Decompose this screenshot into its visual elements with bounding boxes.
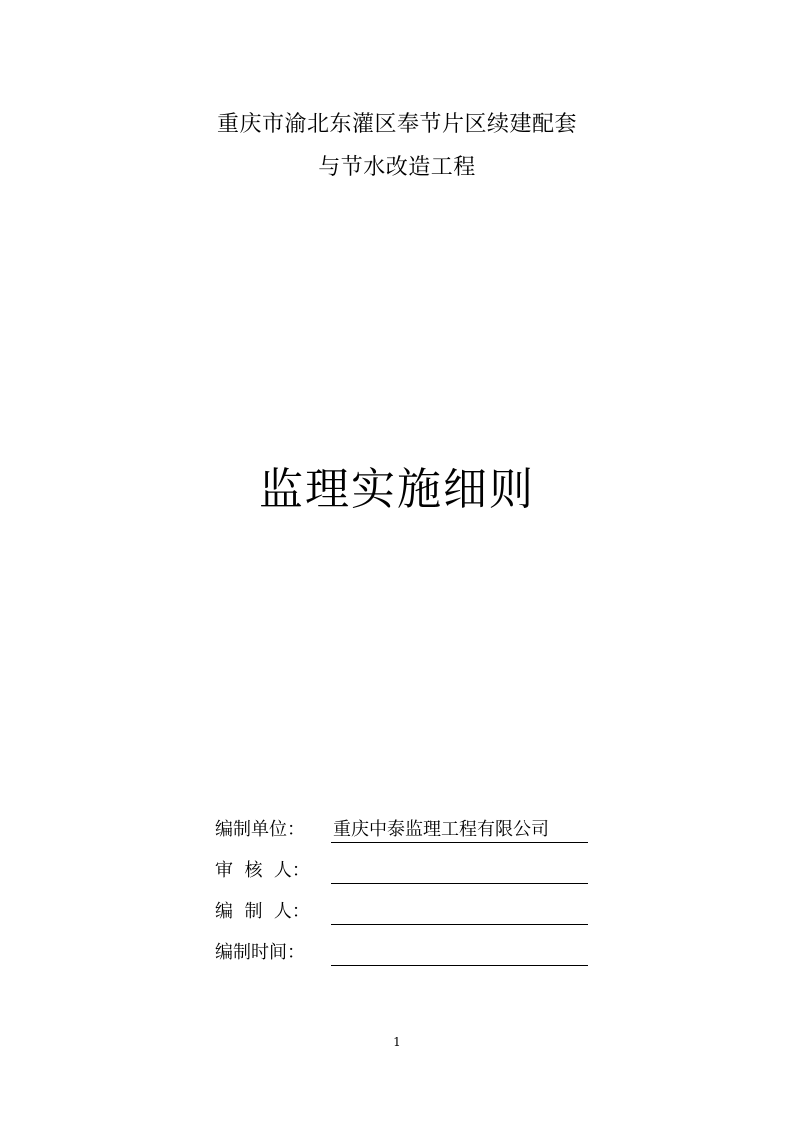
author-field xyxy=(331,898,588,925)
unit-field: 重庆中泰监理工程有限公司 xyxy=(331,816,588,843)
signoff-row-date xyxy=(215,939,595,980)
reviewer-field xyxy=(331,857,588,884)
date-field xyxy=(331,939,588,966)
signoff-block xyxy=(215,816,595,980)
date-label: 编制时间： xyxy=(215,942,305,963)
signoff-row-author xyxy=(215,898,595,939)
project-name-line-1: 重庆市渝北东灌区奉节片区续建配套 xyxy=(216,112,577,137)
project-name-line-2: 与节水改造工程 xyxy=(318,155,476,180)
reviewer-label: 审 核 人： xyxy=(215,860,310,881)
unit-label: 编制单位： xyxy=(215,819,305,840)
author-label: 编 制 人： xyxy=(215,901,310,922)
page-number: 1 xyxy=(393,1035,401,1049)
signoff-row-reviewer xyxy=(215,857,595,898)
document-title: 监理实施细则 xyxy=(259,464,535,515)
signoff-row-unit xyxy=(215,816,595,857)
